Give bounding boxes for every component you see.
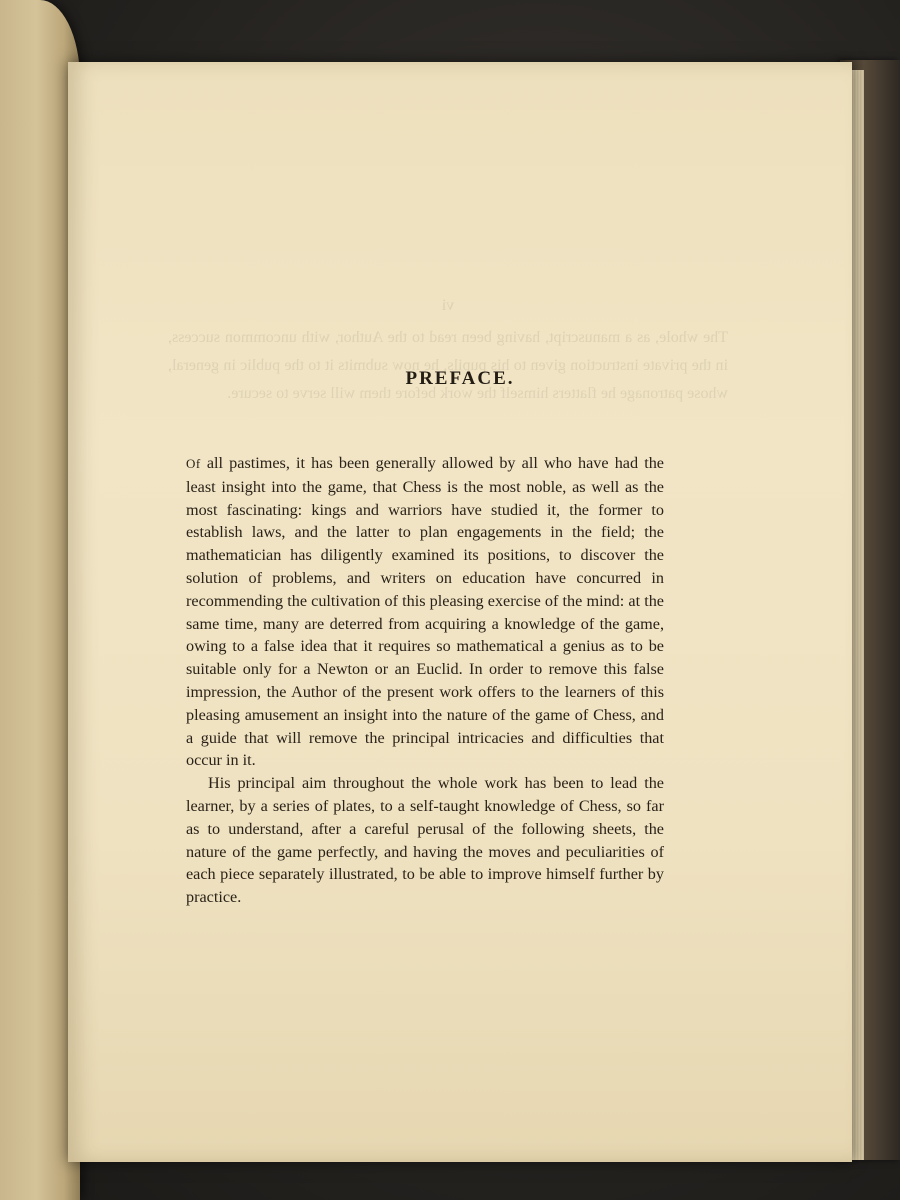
page-title: PREFACE. — [405, 368, 515, 389]
small-caps-opening: Of — [186, 456, 201, 471]
bleed-page-number: vi — [441, 297, 455, 314]
bleed-through-text — [168, 292, 728, 408]
bleed-paragraph: The whole, as a manuscript, having been read to the Author, with uncommon success, in the private instruction given to his pupils, he now submits it to the public in general, whose patronage he flatters himself the work before them will serve to secure. — [168, 329, 728, 402]
book-page — [68, 62, 852, 1162]
paragraph-1-text: all pastimes, it has been generally allowed by all who have had the least insight into the game, that Chess is the most noble, as well as the most fascinating: kings and warriors have studied it, the former to establish laws, and the latter to plan engagements in the field; the mathematician has diligently examined its positions, to discover the solution of problems, and writers on education have concurred in recommending the cultivation of this pleasing exercise of the mind: at the same time, many are deterred from acquiring a knowledge of the game, owing to a false idea that it requires so mathematical a genius as to be suitable only for a Newton or an Euclid. In order to remove this false impression, the Author of the present work offers to the learners of this pleasing amusement an insight into the nature of the game of Chess, and a guide that will remove the principal intricacies and difficulties that occur in it. — [186, 454, 664, 770]
preface-paragraph-1 — [186, 452, 664, 772]
preface-body — [186, 452, 664, 909]
preface-paragraph-2: His principal aim throughout the whole work has been to lead the learner, by a series of plates, to a self-taught knowledge of Chess, so far as to understand, after a careful perusal of the following sheets, the nature of the game perfectly, and having the moves and peculiarities of each piece separately illustrated, to be able to improve himself further by practice. — [186, 774, 664, 907]
